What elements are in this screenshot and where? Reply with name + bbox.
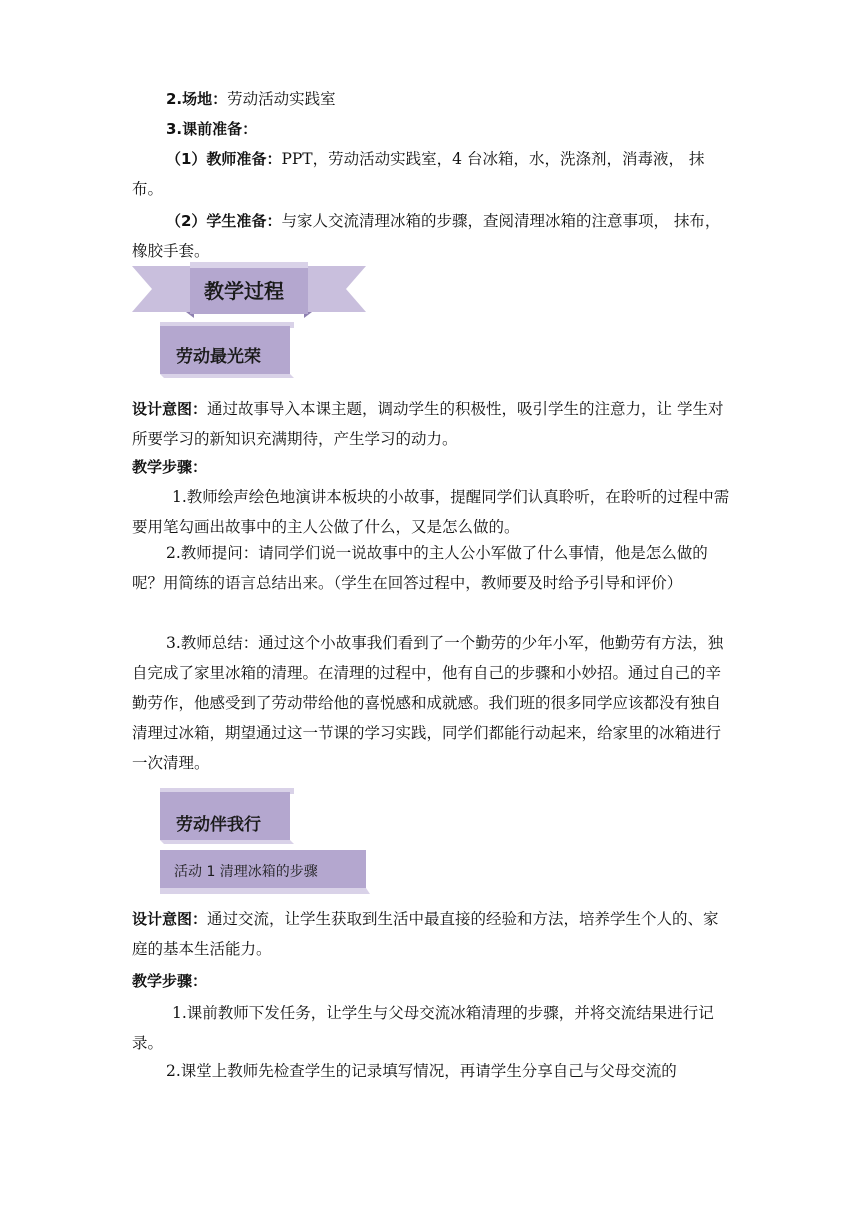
activity1-banner xyxy=(160,850,370,894)
steps-label: 教学步骤： xyxy=(132,458,208,476)
design-intent-text: 通过交流，让学生获取到生活中最直接的经验和方法，培养学生个人的、家庭的基本生活能力。 xyxy=(132,910,719,958)
teacher-prep xyxy=(132,144,732,204)
section2-step-1: 1.课前教师下发任务，让学生与父母交流冰箱清理的步骤，并将交流结果进行记录。 xyxy=(132,1004,714,1052)
section1-title: 劳动最光荣 xyxy=(176,347,261,367)
venue-line xyxy=(132,84,732,114)
teaching-process-title: 教学过程 xyxy=(204,279,284,303)
teacher-prep-label: （1）教师准备： xyxy=(166,150,282,168)
venue-value: 劳动活动实践室 xyxy=(227,90,336,108)
activity1-title: 活动 1 清理冰箱的步骤 xyxy=(174,864,318,880)
section1-step-3: 3.教师总结：通过这个小故事我们看到了一个勤劳的少年小军，他勤劳有方法，独自完成了家里冰箱的清理。在清理的过程中，他有自己的步骤和小妙招。通过自己的辛勤劳作，他感受到了劳动带给他的喜悦感和成就感。我们班的很多同学应该都没有独自清理过冰箱，期望通过这一节课的学习实践，同学们都能行动起来，给家里的冰箱进行一次清理。 xyxy=(132,634,724,772)
section2-banner xyxy=(160,788,294,844)
teacher-prep-value: PPT，劳动活动实践室，4 台冰箱，水，洗涤剂，消毒液， 抹布。 xyxy=(132,150,705,198)
section2-title: 劳动伴我行 xyxy=(176,815,261,835)
section2-design-intent xyxy=(132,904,732,964)
student-prep-label: （2）学生准备： xyxy=(166,212,282,230)
preparation-label: 3.课前准备： xyxy=(166,120,258,138)
venue-label: 2.场地： xyxy=(166,90,228,108)
design-intent-text: 通过故事导入本课主题，调动学生的积极性，吸引学生的注意力，让 学生对所要学习的新知识充满期待，产生学习的动力。 xyxy=(132,400,724,448)
section1-step-2: 2.教师提问：请同学们说一说故事中的主人公小军做了什么事情，他是怎么做的呢？用简练的语言总结出来。（学生在回答过程中，教师要及时给予引导和评价） xyxy=(132,544,708,592)
preparation-heading xyxy=(132,114,732,144)
teaching-process-banner xyxy=(132,262,366,318)
section1-banner xyxy=(160,322,294,378)
student-prep-value: 与家人交流清理冰箱的步骤，查阅清理冰箱的注意事项， 抹布，橡胶手套。 xyxy=(132,212,721,260)
design-intent-label: 设计意图： xyxy=(132,910,208,928)
steps-label: 教学步骤： xyxy=(132,972,208,990)
section2-steps-heading xyxy=(132,966,732,996)
section2-step-2: 2.课堂上教师先检查学生的记录填写情况，再请学生分享自己与父母交流的 xyxy=(166,1062,677,1080)
section1-steps-heading xyxy=(132,452,732,482)
section1-design-intent xyxy=(132,394,732,454)
section1-step-1: 1.教师绘声绘色地演讲本板块的小故事，提醒同学们认真聆听，在聆听的过程中需要用笔勾画出故事中的主人公做了什么，又是怎么做的。 xyxy=(132,488,730,536)
student-prep xyxy=(132,206,732,266)
design-intent-label: 设计意图： xyxy=(132,400,208,418)
